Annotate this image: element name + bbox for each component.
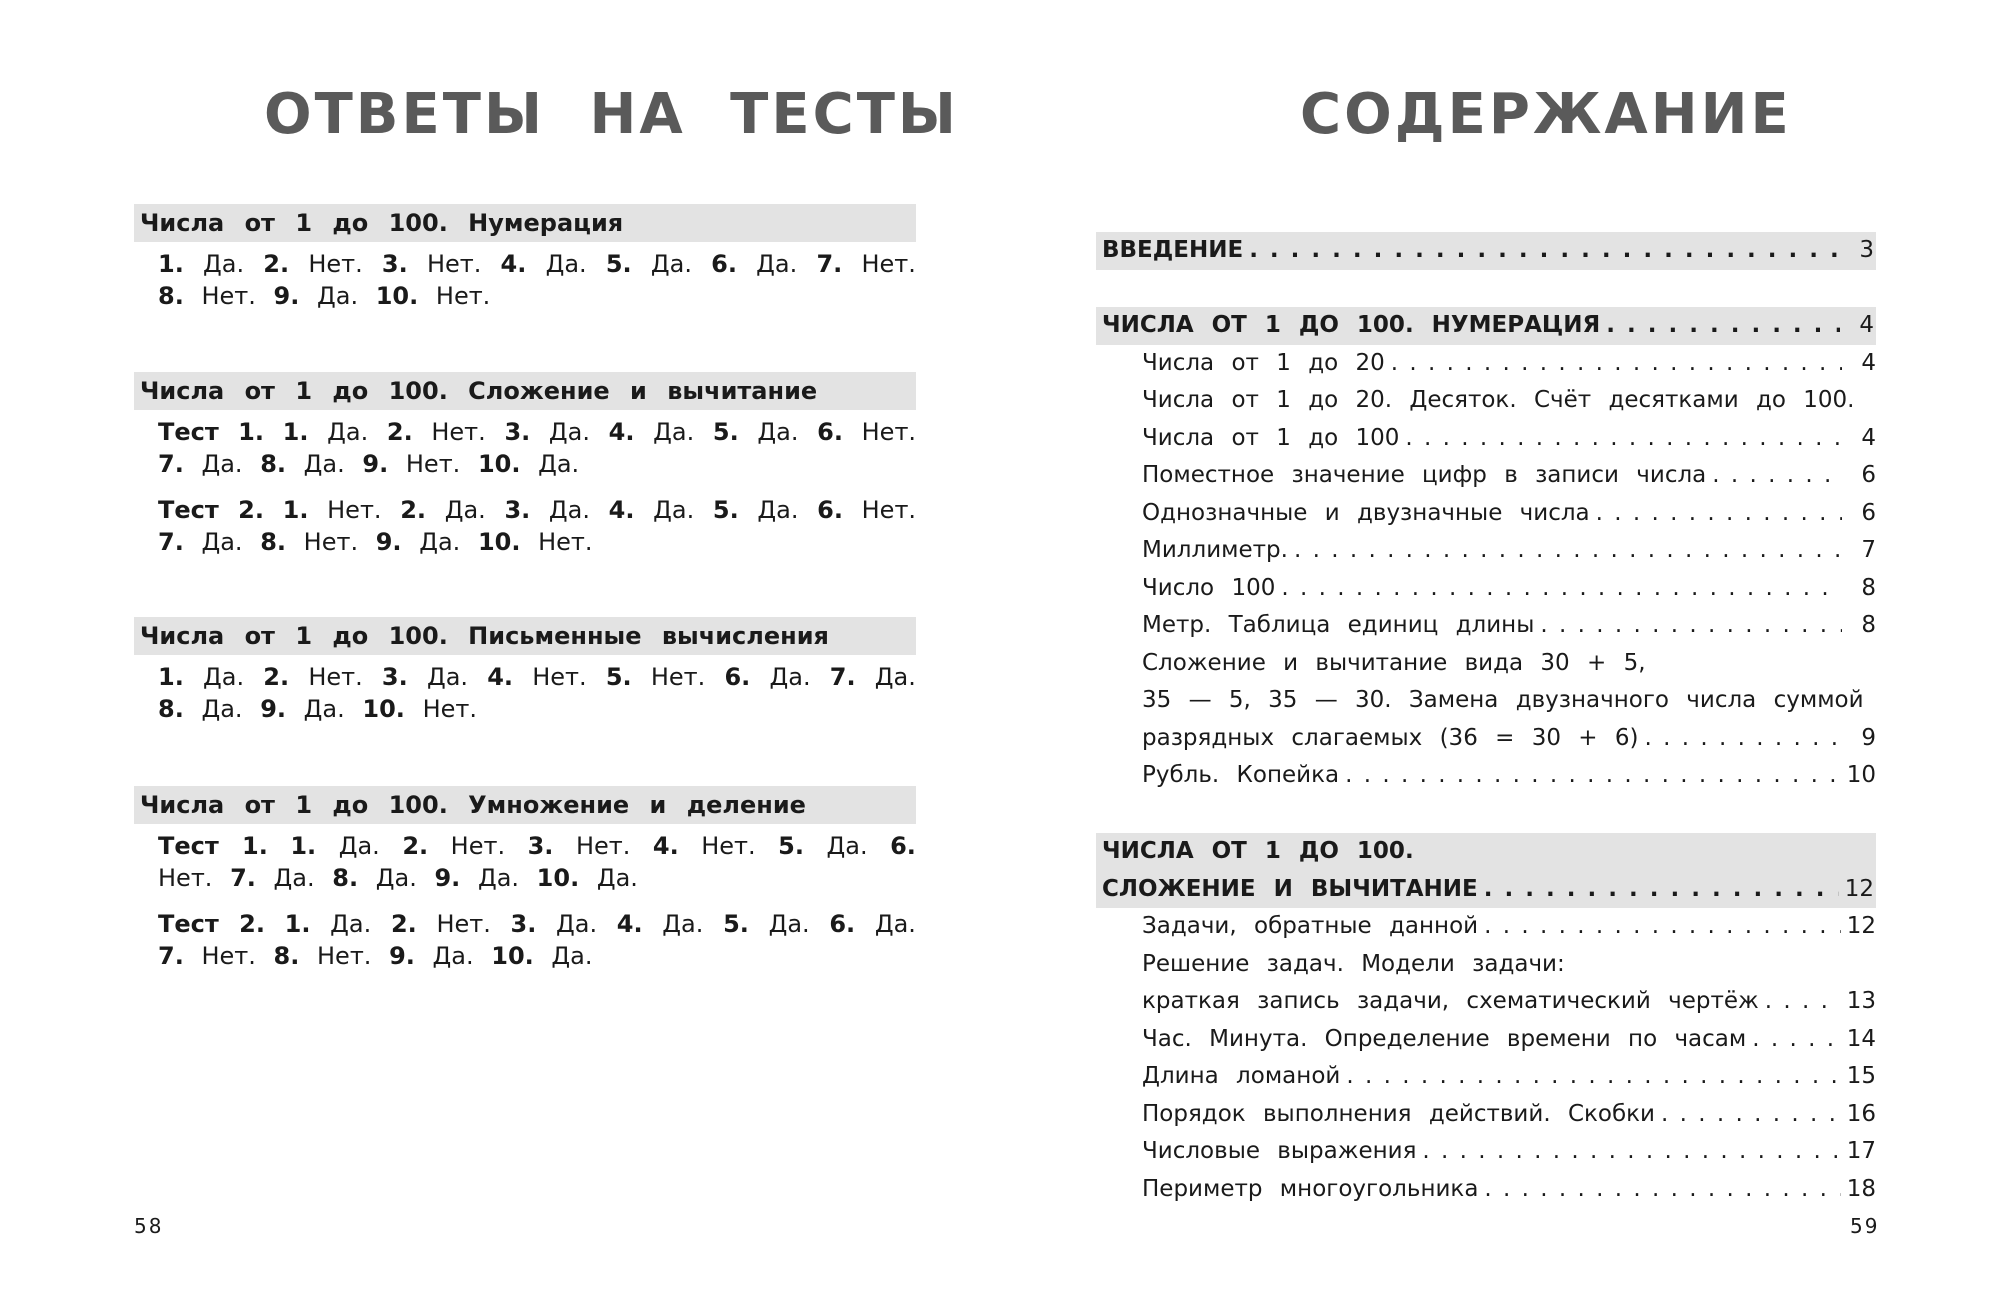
test-label: Тест 1.: [158, 832, 268, 860]
answer-number: 2.: [402, 832, 429, 860]
answers-line: [158, 830, 916, 894]
toc-item-text: Числа от 1 до 20. Десяток. Счёт десятками до 100.: [1142, 387, 1855, 413]
dot-leader: [1752, 1021, 1840, 1059]
answer-number: 10.: [477, 528, 521, 556]
toc-item: [1096, 345, 1876, 383]
answer-value: Да.: [338, 832, 380, 860]
toc-page-number: 8: [1861, 612, 1876, 638]
test-label: Тест 2.: [158, 910, 265, 938]
answer-number: 8.: [260, 450, 287, 478]
answer-value: Нет.: [701, 832, 756, 860]
answer-value: Нет.: [422, 695, 477, 723]
dot-leader: [1644, 720, 1842, 758]
toc-group: [1096, 232, 1876, 270]
dot-leader: [1484, 1171, 1840, 1209]
toc-item: [1096, 983, 1876, 1021]
toc-item: [1096, 1021, 1876, 1059]
dot-leader: [1606, 307, 1840, 345]
dot-leader: [1765, 983, 1841, 1021]
answer-value: Нет.: [436, 910, 491, 938]
answer-number: 10.: [375, 282, 419, 310]
toc-item: [1096, 645, 1876, 683]
answer-number: 2.: [386, 418, 413, 446]
answer-value: Да.: [556, 910, 598, 938]
answer-number: 8.: [273, 942, 300, 970]
answer-value: Да.: [653, 418, 695, 446]
toc-item-text: Число 100: [1142, 574, 1276, 601]
answer-number: 1.: [284, 910, 311, 938]
answer-value: Да.: [201, 695, 243, 723]
page-number: 58: [134, 1214, 164, 1238]
answer-value: Нет.: [308, 250, 363, 278]
answer-number: 4.: [652, 832, 679, 860]
answer-number: 7.: [829, 663, 856, 691]
answer-number: 6.: [829, 910, 856, 938]
toc-heading-text: СЛОЖЕНИЕ И ВЫЧИТАНИЕ: [1102, 875, 1478, 902]
answer-number: 5.: [712, 496, 739, 524]
toc-item-text: Задачи, обратные данной: [1142, 913, 1479, 939]
toc-item-text: Рубль. Копейка: [1142, 762, 1340, 788]
toc-page-number: 4: [1861, 424, 1876, 451]
right-page: [1000, 0, 2000, 1312]
answer-value: Да.: [201, 528, 243, 556]
answer-value: Нет.: [861, 418, 917, 446]
toc-group: [1096, 833, 1876, 1208]
toc-heading: [1096, 833, 1876, 908]
answer-value: Да.: [653, 496, 695, 524]
answer-value: Да.: [273, 864, 315, 892]
dot-leader: [1661, 1096, 1841, 1134]
answer-value: Нет.: [450, 832, 506, 860]
answer-value: Да.: [303, 695, 345, 723]
answer-number: 3.: [527, 832, 554, 860]
section-heading: Числа от 1 до 100. Умножение и деление: [134, 786, 916, 824]
toc-item: [1096, 570, 1876, 608]
answer-value: Да.: [826, 832, 868, 860]
answer-number: 4.: [608, 418, 635, 446]
answer-value: Да.: [650, 250, 692, 278]
toc-item: [1096, 457, 1876, 495]
answer-value: Да.: [317, 282, 359, 310]
answer-number: 10.: [536, 864, 580, 892]
answer-value: Нет.: [532, 663, 587, 691]
answer-number: 7.: [158, 528, 184, 556]
answer-number: 6.: [817, 496, 843, 524]
toc-item: [1096, 720, 1876, 758]
answer-number: 8.: [260, 528, 287, 556]
toc-item-text: Однозначные и двузначные числа: [1142, 499, 1590, 526]
toc-item-text: Числовые выражения: [1142, 1138, 1417, 1164]
toc-item: [1096, 1133, 1876, 1171]
answer-section: [134, 617, 916, 725]
answer-value: Да.: [538, 450, 580, 478]
toc-page-number: 12: [1846, 913, 1876, 939]
test-label: Тест 1.: [158, 418, 264, 446]
answer-value: Нет.: [201, 282, 256, 310]
answers-line: [158, 416, 916, 480]
toc-item: [1096, 495, 1876, 533]
dot-leader: [1422, 1133, 1840, 1171]
toc-item: [1096, 420, 1876, 458]
answers-line: [158, 661, 916, 725]
answer-value: Нет.: [327, 496, 382, 524]
toc-heading-line: [1102, 833, 1874, 871]
toc-group: [1096, 307, 1876, 795]
toc-page-number: 18: [1846, 1175, 1876, 1202]
answer-number: 5.: [778, 832, 804, 860]
answer-value: Да.: [432, 942, 474, 970]
answer-number: 7.: [816, 250, 843, 278]
answer-value: Да.: [768, 910, 810, 938]
answer-value: Да.: [551, 942, 593, 970]
answer-value: Да.: [303, 450, 345, 478]
answer-value: Да.: [757, 418, 799, 446]
dot-leader: [1346, 1058, 1840, 1096]
answer-number: 8.: [158, 282, 184, 310]
dot-leader: [1712, 457, 1842, 495]
answer-value: Да.: [419, 528, 461, 556]
dot-leader: [1281, 570, 1842, 608]
answer-value: Нет.: [861, 250, 916, 278]
toc-item-text: 35 — 5, 35 — 30. Замена двузначного числа суммой: [1142, 687, 1864, 713]
toc-page-number: 6: [1861, 499, 1876, 526]
answer-number: 3.: [510, 910, 537, 938]
toc-heading: [1096, 232, 1876, 270]
dot-leader: [1405, 420, 1842, 458]
answer-value: Да.: [375, 864, 417, 892]
toc-item-text: Периметр многоугольника: [1142, 1175, 1479, 1202]
toc-page-number: 4: [1861, 349, 1876, 376]
answer-value: Да.: [769, 663, 811, 691]
answer-value: Да.: [548, 496, 591, 524]
answer-section: [134, 372, 916, 558]
answer-value: Да.: [201, 450, 243, 478]
toc-heading-text: ЧИСЛА ОТ 1 ДО 100.: [1102, 838, 1414, 864]
answer-number: 9.: [389, 942, 415, 970]
answer-number: 7.: [230, 864, 256, 892]
section-heading: Числа от 1 до 100. Сложение и вычитание: [134, 372, 916, 410]
toc-item: [1096, 946, 1876, 984]
answer-section: [134, 786, 916, 972]
toc-heading: [1096, 307, 1876, 345]
answer-number: 5.: [605, 663, 632, 691]
answer-number: 4.: [500, 250, 527, 278]
answers-line: [158, 248, 916, 312]
toc-item-text: Поместное значение цифр в записи числа: [1142, 462, 1707, 488]
dot-leader: [1249, 232, 1840, 270]
section-heading: Числа от 1 до 100. Нумерация: [134, 204, 916, 242]
toc-heading-text: ВВЕДЕНИЕ: [1102, 237, 1244, 263]
dot-leader: [1345, 757, 1841, 795]
answer-number: 3.: [504, 418, 531, 446]
answer-value: Да.: [548, 418, 591, 446]
toc-item: [1096, 607, 1876, 645]
answer-number: 3.: [504, 496, 531, 524]
page-number: 59: [1850, 1214, 1880, 1238]
answer-number: 5.: [723, 910, 749, 938]
answer-value: Нет.: [435, 282, 491, 310]
toc-item: [1096, 1058, 1876, 1096]
answer-value: Да.: [477, 864, 520, 892]
answer-value: Нет.: [575, 832, 631, 860]
answer-number: 1.: [282, 496, 309, 524]
toc-item-text: Час. Минута. Определение времени по часам: [1142, 1025, 1747, 1052]
dot-leader: [1484, 871, 1839, 909]
dot-leader: [1596, 495, 1842, 533]
toc-page-number: 4: [1859, 312, 1874, 338]
answer-number: 5.: [605, 250, 632, 278]
toc-page-number: 3: [1859, 237, 1874, 263]
answer-value: Да.: [874, 663, 916, 691]
answer-value: Да.: [757, 496, 799, 524]
dot-leader: [1484, 908, 1841, 946]
toc-item-text: краткая запись задачи, схематический чертёж: [1142, 988, 1759, 1014]
answer-number: 6.: [890, 832, 916, 860]
answer-value: Да.: [444, 496, 486, 524]
answer-number: 4.: [608, 496, 635, 524]
answer-value: Нет.: [650, 663, 706, 691]
answer-number: 10.: [477, 450, 521, 478]
toc-item: [1096, 1171, 1876, 1209]
toc-item: [1096, 757, 1876, 795]
answer-number: 6.: [711, 250, 737, 278]
answer-number: 9.: [434, 864, 461, 892]
answer-number: 2.: [390, 910, 417, 938]
answer-value: Да.: [203, 250, 245, 278]
toc-page-number: 16: [1846, 1100, 1876, 1127]
answer-number: 1.: [290, 832, 317, 860]
answer-value: Да.: [756, 250, 798, 278]
answer-number: 4.: [616, 910, 643, 938]
answer-number: 3.: [381, 663, 408, 691]
answers-line: [158, 908, 916, 972]
answer-value: Да.: [874, 910, 916, 938]
answer-value: Нет.: [303, 528, 359, 556]
toc-item: [1096, 682, 1876, 720]
answer-number: 6.: [724, 663, 751, 691]
toc-heading-line: [1102, 871, 1874, 909]
toc-item-text: Длина ломаной: [1142, 1063, 1341, 1089]
dot-leader: [1294, 532, 1842, 570]
answer-value: Нет.: [158, 864, 213, 892]
toc-heading-line: [1102, 307, 1874, 345]
answer-number: 9.: [273, 282, 300, 310]
toc-item-text: Числа от 1 до 20: [1142, 349, 1385, 376]
answer-value: Да.: [596, 864, 638, 892]
toc-heading-text: ЧИСЛА ОТ 1 ДО 100. НУМЕРАЦИЯ: [1102, 312, 1601, 338]
answer-number: 1.: [158, 663, 184, 691]
answer-value: Нет.: [317, 942, 372, 970]
answer-number: 9.: [375, 528, 402, 556]
dot-leader: [1391, 345, 1842, 383]
answer-value: Нет.: [861, 496, 917, 524]
dot-leader: [1540, 607, 1842, 645]
answer-number: 5.: [712, 418, 739, 446]
toc-item-text: Метр. Таблица единиц длины: [1142, 612, 1535, 638]
answer-value: Нет.: [431, 418, 486, 446]
answers-line: [158, 494, 916, 558]
answer-number: 9.: [260, 695, 287, 723]
toc-item-text: Решение задач. Модели задачи:: [1142, 950, 1565, 977]
answer-number: 2.: [400, 496, 427, 524]
answer-number: 1.: [158, 250, 184, 278]
answer-number: 7.: [158, 942, 184, 970]
answer-section: [134, 204, 916, 312]
answer-value: Да.: [327, 418, 369, 446]
page-title: СОДЕРЖАНИЕ: [1300, 82, 1792, 147]
toc-page-number: 12: [1844, 875, 1874, 902]
toc-page-number: 7: [1861, 537, 1876, 563]
answer-number: 2.: [263, 250, 290, 278]
toc-item-text: Сложение и вычитание вида 30 + 5,: [1142, 649, 1646, 676]
toc-item: [1096, 1096, 1876, 1134]
answer-number: 8.: [158, 695, 184, 723]
toc-item-text: разрядных слагаемых (36 = 30 + 6): [1142, 724, 1639, 751]
toc-page-number: 8: [1861, 574, 1876, 601]
answer-number: 9.: [362, 450, 389, 478]
answer-value: Нет.: [201, 942, 256, 970]
answer-value: Да.: [203, 663, 245, 691]
answer-value: Да.: [426, 663, 469, 691]
answer-value: Да.: [330, 910, 372, 938]
answer-value: Нет.: [405, 450, 461, 478]
toc-item: [1096, 532, 1876, 570]
toc-page-number: 13: [1846, 988, 1876, 1014]
test-label: Тест 2.: [158, 496, 264, 524]
toc-page-number: 17: [1846, 1138, 1876, 1164]
toc-page-number: 15: [1846, 1063, 1876, 1089]
toc-page-number: 9: [1861, 724, 1876, 751]
answer-value: Да.: [545, 250, 587, 278]
answer-number: 10.: [491, 942, 534, 970]
answer-value: Да.: [662, 910, 704, 938]
toc-heading-line: [1102, 232, 1874, 270]
toc-item-text: Порядок выполнения действий. Скобки: [1142, 1100, 1655, 1127]
answer-number: 1.: [282, 418, 309, 446]
answer-number: 8.: [332, 864, 359, 892]
answer-value: Нет.: [538, 528, 593, 556]
toc-page-number: 10: [1846, 762, 1876, 788]
answer-number: 7.: [158, 450, 184, 478]
answer-number: 2.: [263, 663, 290, 691]
toc-item-text: Числа от 1 до 100: [1142, 424, 1400, 451]
answer-value: Нет.: [308, 663, 363, 691]
toc-item-text: Миллиметр.: [1142, 537, 1288, 563]
toc-page-number: 14: [1846, 1025, 1876, 1052]
page-title: ОТВЕТЫ НА ТЕСТЫ: [264, 82, 959, 147]
toc-item: [1096, 908, 1876, 946]
answer-number: 6.: [817, 418, 843, 446]
answer-value: Нет.: [426, 250, 482, 278]
answer-number: 4.: [487, 663, 514, 691]
answer-number: 10.: [362, 695, 405, 723]
toc-page-number: 6: [1861, 462, 1876, 488]
section-heading: Числа от 1 до 100. Письменные вычисления: [134, 617, 916, 655]
toc-item: [1096, 382, 1876, 420]
answer-number: 3.: [381, 250, 408, 278]
